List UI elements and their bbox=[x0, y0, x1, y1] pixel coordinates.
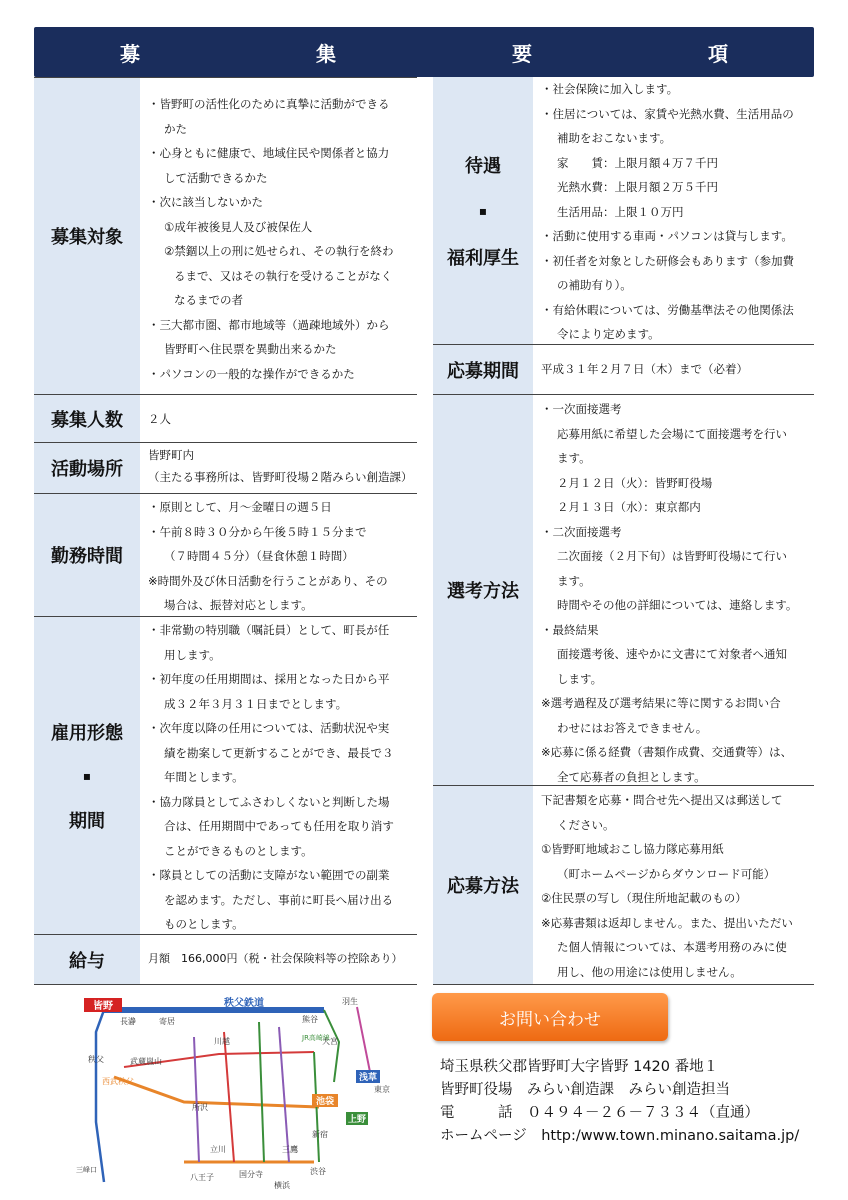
label-selection bbox=[433, 395, 533, 785]
value-benefits bbox=[533, 77, 814, 344]
text-line: 合は、任用期間中であっても任用を取り消す bbox=[164, 819, 394, 833]
value-employment bbox=[140, 617, 417, 934]
row-count bbox=[34, 395, 417, 443]
label-text-2: 期間 bbox=[69, 810, 105, 832]
text-line: （町ホームページからダウンロード可能） bbox=[557, 866, 776, 881]
map-hanyu: 羽生 bbox=[342, 997, 358, 1006]
text-line: るまで、又はその執行を受けることがなく bbox=[174, 268, 393, 283]
row-benefits bbox=[433, 77, 814, 345]
text-line: ・非常勤の特別職（嘱託員）として、町長が任 bbox=[148, 623, 390, 637]
label-hours bbox=[34, 494, 140, 616]
text-line: ・三大都市圏、都市地域等（過疎地域外）から bbox=[148, 317, 390, 332]
map-yokohama: 横浜 bbox=[274, 1181, 290, 1190]
text-line: ・皆野町の活性化のために真摯に活動ができる bbox=[148, 97, 390, 111]
map-musashi-ranzan: 武蔵嵐山 bbox=[130, 1057, 162, 1066]
text-line: 家 賃：上限月額４万７千円 bbox=[557, 155, 718, 170]
route-map bbox=[74, 992, 394, 1192]
text-line: なるまでの者 bbox=[174, 293, 243, 307]
label-text: 勤務時間 bbox=[51, 546, 123, 567]
map-kawagoe: 川越 bbox=[214, 1037, 230, 1046]
text-line: ・心身ともに健康で、地域住民や関係者と協力 bbox=[148, 146, 390, 160]
row-salary bbox=[34, 935, 417, 985]
text-line: ※選考過程及び選考結果に等に関するお問い合 bbox=[541, 696, 781, 710]
contact-address: 埼玉県秩父郡皆野町大字皆野 1420 番地１ bbox=[440, 1059, 719, 1075]
text-line: 二次面接（２月下旬）は皆野町役場にて行い bbox=[557, 549, 787, 563]
row-target bbox=[34, 77, 417, 395]
text-line: た個人情報については、本選考用務のみに使 bbox=[557, 940, 787, 954]
map-kokubunji: 国分寺 bbox=[239, 1170, 263, 1179]
text-line: ②住民票の写し（現住所地記載のもの） bbox=[541, 891, 747, 905]
text-line: ・一次面接選考 bbox=[541, 402, 622, 416]
map-ueno: 上野 bbox=[347, 1115, 367, 1125]
text-line: ます。 bbox=[557, 451, 591, 465]
row-employment bbox=[34, 617, 417, 935]
text-line: ・次に該当しないかた bbox=[148, 195, 263, 209]
text-line: ・初年度の任用期間は、採用となった日から平 bbox=[148, 672, 390, 686]
text-line: を認めます。ただし、事前に町長へ届け出る bbox=[164, 892, 394, 907]
value-target bbox=[140, 78, 417, 394]
contact-office: 皆野町役場 みらい創造課 みらい創造担当 bbox=[440, 1082, 730, 1098]
row-application bbox=[433, 786, 814, 985]
value-place bbox=[140, 443, 417, 493]
label-employment bbox=[34, 617, 140, 934]
text-line: ※応募に係る経費（書類作成費、交通費等）は、 bbox=[541, 745, 793, 759]
label-dot: ▪ bbox=[478, 203, 488, 218]
text-line: ・協力隊員としてふさわしくないと判断した場 bbox=[148, 794, 390, 809]
text-line: 生活用品：上限１０万円 bbox=[557, 204, 684, 219]
text-line: 全て応募者の負担とします。 bbox=[557, 769, 706, 784]
text-line: 時間やその他の詳細については、連絡します。 bbox=[557, 598, 798, 612]
text-line: します。 bbox=[557, 671, 603, 686]
text-line: ・二次面接選考 bbox=[541, 524, 622, 539]
map-shinjuku: 新宿 bbox=[312, 1130, 328, 1139]
text-line: 績を勘案して更新することができ、最長で３ bbox=[164, 745, 394, 760]
text-line: して活動できるかた bbox=[164, 170, 268, 185]
map-mitsumineguchi: 三峰口 bbox=[76, 1166, 97, 1174]
label-text: 募集対象 bbox=[51, 227, 123, 248]
contact-info bbox=[440, 1056, 799, 1148]
row-place bbox=[34, 443, 417, 494]
map-omiya: 大宮 bbox=[322, 1037, 338, 1046]
label-benefits bbox=[433, 77, 533, 344]
label-text: 選考方法 bbox=[447, 581, 519, 602]
row-selection bbox=[433, 395, 814, 786]
text-line: ・初任者を対象とした研修会もあります（参加費 bbox=[541, 253, 794, 268]
text-line: ①皆野町地域おこし協力隊応募用紙 bbox=[541, 842, 724, 856]
map-chichibu: 秩父 bbox=[88, 1055, 104, 1064]
map-tokorozawa: 所沢 bbox=[192, 1103, 208, 1112]
text-line: 令により定めます。 bbox=[557, 327, 660, 341]
text-line: 用し、他の用途には使用しません。 bbox=[557, 964, 742, 979]
map-mitaka: 三鷹 bbox=[282, 1145, 298, 1154]
label-count bbox=[34, 395, 140, 442]
map-hachioji: 八王子 bbox=[190, 1173, 214, 1182]
text-line: 応募用紙に希望した会場にて面接選考を行い bbox=[557, 426, 787, 441]
contact-web[interactable]: ホームページ http:/www.town.minano.saitama.jp/ bbox=[440, 1128, 800, 1144]
text-line: ※時間外及び休日活動を行うことがあり、その bbox=[148, 573, 388, 588]
text-line: ・隊員としての活動に支障がない範囲での副業 bbox=[148, 868, 390, 882]
label-text: 待遇 bbox=[465, 155, 501, 177]
value-salary bbox=[140, 935, 417, 984]
text-line: 補助をおこないます。 bbox=[557, 131, 672, 145]
text-line: ください。 bbox=[557, 817, 615, 832]
text-line: ２人 bbox=[148, 412, 171, 426]
text-line: （７時間４５分）（昼食休憩１時間） bbox=[164, 549, 354, 563]
value-application bbox=[533, 786, 814, 984]
text-line: ２月１３日（水）：東京都内 bbox=[557, 500, 701, 514]
text-line: 成３２年３月３１日までとします。 bbox=[164, 696, 348, 711]
text-line: ・最終結果 bbox=[541, 622, 599, 637]
row-period bbox=[433, 345, 814, 395]
text-line: かた bbox=[164, 121, 187, 136]
text-line: 年間とします。 bbox=[164, 770, 244, 784]
label-salary bbox=[34, 935, 140, 984]
row-hours bbox=[34, 494, 417, 617]
text-line: 皆野町内 bbox=[148, 448, 194, 462]
text-line: 月額 166,000円（税・社会保険料等の控除あり） bbox=[148, 952, 403, 965]
page-title: 募 集 要 項 bbox=[120, 41, 806, 66]
label-text: 応募方法 bbox=[447, 876, 519, 897]
map-minano: 皆野 bbox=[93, 1001, 113, 1012]
map-kumagaya: 熊谷 bbox=[302, 1015, 318, 1024]
map-shibuya: 渋谷 bbox=[310, 1167, 326, 1176]
contact-button[interactable]: お問い合わせ bbox=[432, 993, 668, 1041]
contact-phone: 電 話 ０４９４－２６－７３３４（直通） bbox=[440, 1105, 759, 1121]
text-line: ・住居については、家賃や光熱水費、生活用品の bbox=[541, 106, 794, 121]
text-line: ・原則として、月～金曜日の週５日 bbox=[148, 500, 332, 514]
map-chichibu-line: 秩父鉄道 bbox=[224, 998, 264, 1009]
value-period bbox=[533, 345, 814, 394]
map-jr-takasaki: JR高崎線 bbox=[302, 1034, 330, 1042]
map-asakusa: 浅草 bbox=[358, 1073, 378, 1083]
label-text: 給与 bbox=[69, 950, 105, 972]
map-seibu-chichibu: 西武秩父 bbox=[102, 1077, 134, 1086]
label-text: 応募期間 bbox=[447, 360, 519, 382]
label-text: 雇用形態 bbox=[51, 722, 123, 744]
text-line: ・活動に使用する車両・パソコンは貸与します。 bbox=[541, 229, 793, 243]
text-line: 皆野町へ住民票を異動出来るかた bbox=[164, 342, 337, 356]
text-line: 面接選考後、速やかに文書にて対象者へ通知 bbox=[557, 647, 787, 661]
text-line: ①成年被後見人及び被保佐人 bbox=[164, 219, 313, 234]
value-selection bbox=[533, 395, 814, 785]
text-line: 用します。 bbox=[164, 647, 221, 662]
label-dot: ▪ bbox=[82, 768, 92, 783]
text-line: ・社会保険に加入します。 bbox=[541, 82, 679, 96]
text-line: ことができるものとします。 bbox=[164, 843, 313, 858]
map-tokyo: 東京 bbox=[374, 1085, 390, 1094]
text-line: ※応募書類は返却しません。また、提出いただい bbox=[541, 915, 793, 930]
map-yorii: 寄居 bbox=[159, 1017, 175, 1026]
label-text: 活動場所 bbox=[51, 459, 123, 480]
label-application bbox=[433, 786, 533, 984]
text-line: 光熱水費：上限月額２万５千円 bbox=[557, 180, 718, 194]
text-line: ②禁錮以上の刑に処せられ、その執行を終わ bbox=[164, 244, 394, 258]
text-line: ・パソコンの一般的な操作ができるかた bbox=[148, 366, 355, 381]
text-line: ものとします。 bbox=[164, 917, 244, 931]
title-banner bbox=[34, 27, 814, 77]
map-ikebukuro: 池袋 bbox=[315, 1097, 335, 1107]
value-hours bbox=[140, 494, 417, 616]
text-line: ・午前８時３０分から午後５時１５分まで bbox=[148, 524, 367, 539]
text-line: ます。 bbox=[557, 573, 591, 588]
text-line: 下記書類を応募・問合せ先へ提出又は郵送して bbox=[541, 793, 783, 807]
text-line: わせにはお答えできません。 bbox=[557, 720, 708, 735]
text-line: 場合は、振替対応とします。 bbox=[164, 598, 313, 612]
value-count bbox=[140, 395, 417, 442]
label-period bbox=[433, 345, 533, 394]
text-line: ・次年度以降の任用については、活動状況や実 bbox=[148, 721, 390, 735]
text-line: の補助有り）。 bbox=[557, 278, 632, 292]
text-line: ・有給休暇については、労働基準法その他関係法 bbox=[541, 302, 794, 317]
label-text: 募集人数 bbox=[51, 409, 123, 431]
label-text-2: 福利厚生 bbox=[447, 247, 519, 269]
map-nagatoro: 長瀞 bbox=[120, 1017, 136, 1026]
text-line: （主たる事務所は、皆野町役場２階みらい創造課） bbox=[148, 470, 413, 484]
label-place bbox=[34, 443, 140, 493]
text-line: ２月１２日（火）：皆野町役場 bbox=[557, 475, 713, 490]
text-line: 平成３１年２月７日（木）まで（必着） bbox=[541, 362, 748, 376]
label-target bbox=[34, 78, 140, 394]
map-tachikawa: 立川 bbox=[210, 1145, 226, 1154]
